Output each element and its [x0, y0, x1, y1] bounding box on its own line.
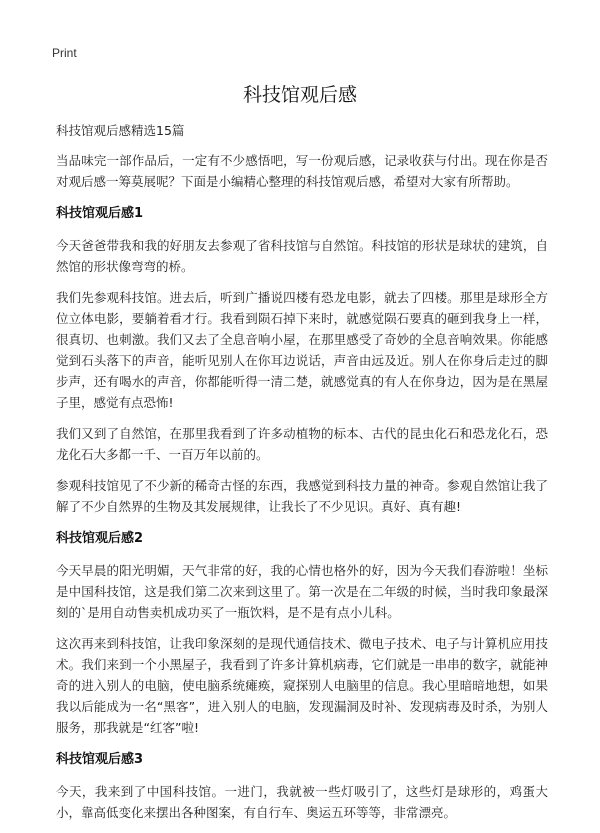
page-title: 科技馆观后感	[242, 84, 357, 106]
section-paragraph: 参观科技馆见了不少新的稀奇古怪的东西，我感觉到科技力量的神奇。参观自然馆让我了解了不少自然界的生物及其发展规律，让我长了不少见识。真好、真有趣!	[56, 478, 548, 514]
section-paragraph: 这次再来到科技馆，让我印象深刻的是现代通信技术、微电子技术、电子与计算机应用技术。我们来到一个小黑屋子，我看到了许多计算机病毒，它们就是一串串的数字，就能神奇的进入别人的电脑，使电脑系统瘫痪，窥探别人电脑里的信息。我心里暗暗地想，如果我以后能成为一名“黑客”，进入别人的电脑，发现漏洞及时补、发现病毒及时杀，为别人服务，那我就是“红客”啦!	[56, 636, 548, 735]
section-paragraph: 今天爸爸带我和我的好朋友去参观了省科技馆与自然馆。科技馆的形状是球状的建筑，自然馆的形状像弯弯的桥。	[56, 238, 548, 274]
section-heading: 科技馆观后感2	[56, 531, 144, 546]
section-paragraph: 我们又到了自然馆，在那里我看到了许多动植物的标本、古代的昆虫化石和恐龙化石，恐龙化石大多都一千、一百万年以前的。	[56, 426, 548, 462]
section-paragraph: 今天，我来到了中国科技馆。一进门，我就被一些灯吸引了，这些灯是球形的，鸡蛋大小，靠高低变化来摆出各种图案，有自行车、奥运五环等等，非常漂亮。	[56, 784, 548, 820]
print-label[interactable]: Print	[52, 46, 77, 60]
section-paragraph: 我们先参观科技馆。进去后，听到广播说四楼有恐龙电影，就去了四楼。那里是球形全方位立体电影，要躺着看才行。我看到陨石掉下来时，就感觉陨石要真的砸到我身上一样，很真切、也刺激。我们又去了全息音响小屋，在那里感受了奇妙的全息音响效果。你能感觉到石头落下的声音，能听见别人在你耳边说话，声音由远及近。别人在你身后走过的脚步声，还有喝水的声音，你都能听得一清二楚，就感觉真的有人在你身边，因为是在黑屋子里，感觉有点恐怖!	[56, 290, 548, 410]
section-heading: 科技馆观后感3	[56, 752, 144, 767]
document-subtitle: 科技馆观后感精选15篇	[56, 123, 185, 138]
intro-paragraph: 当品味完一部作品后，一定有不少感悟吧，写一份观后感，记录收获与付出。现在你是否对观后感一筹莫展呢？下面是小编精心整理的科技馆观后感，希望对大家有所帮助。	[56, 153, 548, 189]
section-heading: 科技馆观后感1	[56, 206, 144, 221]
document-body	[56, 150, 548, 833]
section-paragraph: 今天早晨的阳光明媚，天气非常的好，我的心情也格外的好，因为今天我们春游啦！坐标是中国科技馆，这是我们第二次来到这里了。第一次是在二年级的时候，当时我印象最深刻的`是用自动售卖机成功买了一瓶饮料，是不是有点小儿科。	[56, 563, 548, 620]
